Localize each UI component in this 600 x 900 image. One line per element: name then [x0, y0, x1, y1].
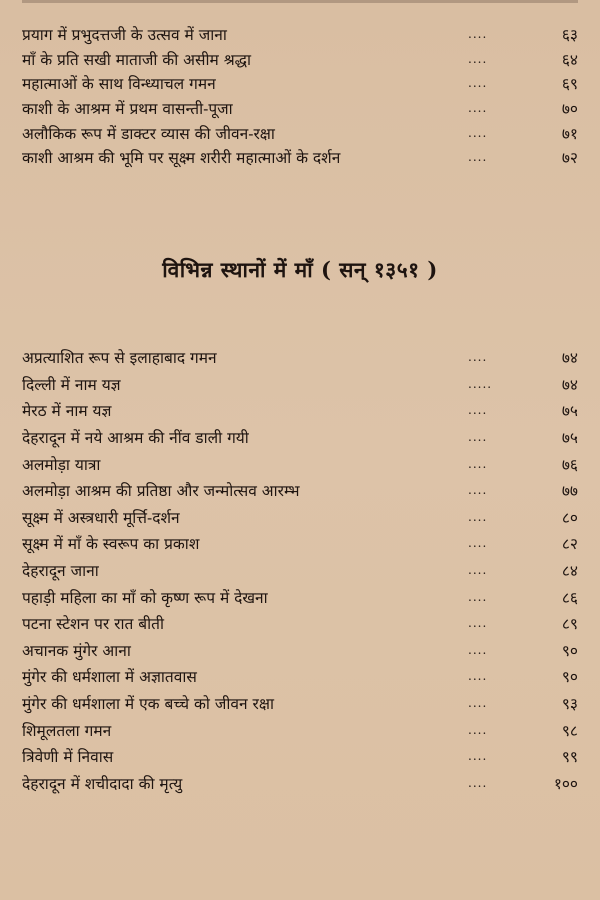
toc-entry — [22, 610, 578, 637]
toc-page-number: ८४ — [561, 562, 578, 581]
toc-page-number: ९८ — [561, 721, 578, 740]
toc-entry-title: देहरादून जाना — [22, 562, 99, 581]
toc-entry — [22, 371, 578, 398]
toc-entry-title: महात्माओं के साथ विन्ध्याचल गमन — [22, 75, 216, 94]
toc-leader-dots: .... — [468, 483, 488, 498]
toc-leader-dots: .... — [468, 456, 488, 471]
toc-entry — [22, 145, 578, 170]
toc-page-number: ७५ — [561, 402, 578, 421]
toc-entry-title: अचानक मुंगेर आना — [22, 641, 131, 660]
toc-leader-dots: .... — [468, 669, 488, 684]
toc-leader-dots: .... — [468, 51, 488, 66]
toc-leader-dots: .... — [468, 27, 488, 42]
toc-entry — [22, 22, 578, 47]
toc-entry — [22, 557, 578, 584]
toc-entry — [22, 424, 578, 451]
toc-entry-title: देहरादून में नये आश्रम की नींव डाली गयी — [22, 429, 249, 448]
toc-entry-title: सूक्ष्म में अस्त्रधारी मूर्त्ति-दर्शन — [22, 508, 180, 527]
toc-page-number: ७१ — [561, 124, 578, 143]
toc-leader-dots: .... — [468, 616, 488, 631]
toc-entry — [22, 663, 578, 690]
toc-leader-dots: .... — [468, 403, 488, 418]
toc-entry-title: दिल्ली में नाम यज्ञ — [22, 375, 121, 394]
toc-entry-title: देहरादून में शचीदादा की मृत्यु — [22, 774, 183, 793]
toc-leader-dots: .... — [468, 775, 488, 790]
toc-entry — [22, 47, 578, 72]
toc-entry-title: पहाड़ी महिला का माँ को कृष्ण रूप में देखना — [22, 588, 268, 607]
toc-page-number: ९३ — [561, 695, 578, 714]
toc-entry-title: पटना स्टेशन पर रात बीती — [22, 615, 164, 634]
toc-page-number: ७७ — [561, 482, 578, 501]
toc-page-number: ६४ — [561, 50, 578, 69]
toc-page-number: ७६ — [561, 455, 578, 474]
toc-page-number: ९० — [561, 641, 578, 660]
toc-page-number: ७५ — [561, 429, 578, 448]
toc-entry — [22, 690, 578, 717]
toc-entry — [22, 716, 578, 743]
toc-leader-dots: .... — [468, 642, 488, 657]
toc-entry-title: मेरठ में नाम यज्ञ — [22, 402, 112, 421]
toc-page-number: १०० — [553, 774, 578, 793]
toc-leader-dots: .... — [468, 749, 488, 764]
toc-leader-dots: .... — [468, 589, 488, 604]
toc-entry-title: त्रिवेणी में निवास — [22, 748, 114, 767]
lower-toc-list — [22, 344, 578, 796]
toc-entry-title: अलमोड़ा आश्रम की प्रतिष्ठा और जन्मोत्सव आरम्भ — [22, 482, 300, 501]
toc-entry — [22, 344, 578, 371]
toc-entry — [22, 450, 578, 477]
toc-page-number: ७२ — [561, 149, 578, 168]
toc-leader-dots: .... — [468, 509, 488, 524]
toc-entry — [22, 96, 578, 121]
top-divider — [22, 0, 578, 3]
toc-entry — [22, 583, 578, 610]
toc-entry-title: शिमूलतला गमन — [22, 721, 112, 740]
toc-page-number: ६३ — [561, 26, 578, 45]
toc-leader-dots: .... — [468, 350, 488, 365]
upper-toc-list — [22, 22, 578, 170]
toc-leader-dots: .... — [468, 125, 488, 140]
toc-leader-dots: .... — [468, 536, 488, 551]
toc-leader-dots: .... — [468, 696, 488, 711]
section-heading: विभिन्न स्थानों में माँ ( सन् १३५१ ) — [162, 257, 438, 282]
toc-entry-title: अप्रत्याशित रूप से इलाहाबाद गमन — [22, 349, 217, 368]
toc-entry — [22, 504, 578, 531]
toc-page-number: ७० — [561, 100, 578, 119]
toc-entry-title: माँ के प्रति सखी माताजी की असीम श्रद्धा — [22, 50, 252, 69]
toc-page-number: ८२ — [561, 535, 578, 554]
toc-entry — [22, 637, 578, 664]
toc-entry-title: मुंगेर की धर्मशाला में अज्ञातवास — [22, 668, 197, 687]
toc-entry — [22, 743, 578, 770]
toc-entry-title: मुंगेर की धर्मशाला में एक बच्चे को जीवन रक्षा — [22, 695, 274, 714]
toc-entry — [22, 477, 578, 504]
toc-page-number: ७४ — [561, 375, 578, 394]
toc-entry — [22, 120, 578, 145]
toc-page-number: ८९ — [561, 615, 578, 634]
toc-entry — [22, 71, 578, 96]
toc-page-number: ६९ — [561, 75, 578, 94]
toc-entry — [22, 770, 578, 797]
toc-entry — [22, 397, 578, 424]
toc-entry-title: काशी आश्रम की भूमि पर सूक्ष्म शरीरी महात्माओं के दर्शन — [22, 149, 341, 168]
toc-leader-dots: .... — [468, 101, 488, 116]
toc-leader-dots: .... — [468, 722, 488, 737]
toc-leader-dots: .... — [468, 76, 488, 91]
toc-page-number: ८६ — [561, 588, 578, 607]
toc-page-number: ७४ — [561, 349, 578, 368]
toc-entry-title: काशी के आश्रम में प्रथम वासन्ती-पूजा — [22, 100, 233, 119]
toc-entry — [22, 530, 578, 557]
toc-entry-title: अलौकिक रूप में डाक्टर व्यास की जीवन-रक्षा — [22, 124, 275, 143]
toc-entry-title: प्रयाग में प्रभुदत्तजी के उत्सव में जाना — [22, 26, 227, 45]
toc-page-number: ९९ — [561, 748, 578, 767]
toc-leader-dots: .... — [468, 563, 488, 578]
toc-page-number: ८० — [561, 508, 578, 527]
toc-page-number: ९० — [561, 668, 578, 687]
toc-leader-dots: ..... — [468, 376, 493, 391]
toc-leader-dots: .... — [468, 150, 488, 165]
toc-entry-title: अलमोड़ा यात्रा — [22, 455, 101, 474]
toc-entry-title: सूक्ष्म में माँ के स्वरूप का प्रकाश — [22, 535, 200, 554]
toc-leader-dots: .... — [468, 430, 488, 445]
